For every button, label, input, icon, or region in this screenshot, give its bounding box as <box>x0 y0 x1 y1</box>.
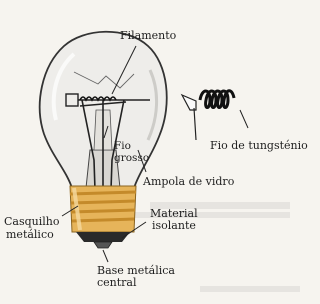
tungsten-lead <box>194 108 196 140</box>
label-material-line1: Material <box>150 207 198 220</box>
label-base-line1: Base metálica <box>97 264 175 277</box>
label-base-line2: central <box>97 276 137 289</box>
label-filamento: Filamento <box>120 29 177 42</box>
metal-cap <box>70 186 136 232</box>
base-contact <box>94 242 112 248</box>
background-bleed <box>120 202 300 292</box>
label-material-line2: isolante <box>152 219 196 232</box>
label-fio-grosso-line2: grosso <box>114 152 150 164</box>
label-fio-grosso-line1: Fio <box>114 140 131 152</box>
tungsten-coil <box>200 91 234 108</box>
label-fio-tungstenio: Fio de tungsténio <box>210 139 308 152</box>
insulator <box>76 232 130 242</box>
label-ampola: Ampola de vidro <box>143 175 235 188</box>
label-casquilho-line2: metálico <box>6 228 54 241</box>
label-casquilho-line1: Casquilho <box>4 215 60 228</box>
tungsten-pointer <box>182 95 196 110</box>
